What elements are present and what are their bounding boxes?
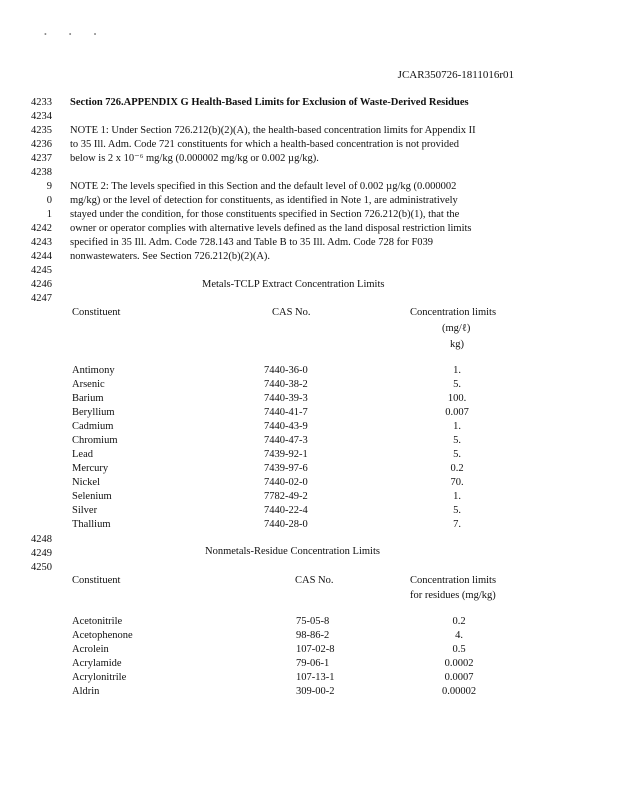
note-line: stayed under the condition, for those constituents specified in Section 726.212(b)(1), that the [70,209,460,220]
constituent-cell: Nickel [72,477,100,488]
limit-cell: 5. [453,449,461,460]
limit-cell: 1. [453,365,461,376]
line-number: 4236 [31,139,52,150]
constituent-cell: Acetophenone [72,630,133,641]
cas-cell: 79-06-1 [296,658,330,669]
constituent-cell: Mercury [72,463,109,474]
limit-cell: 70. [450,477,464,488]
cas-cell: 7440-28-0 [264,519,308,530]
cas-cell: 7440-22-4 [264,505,308,516]
constituent-cell: Antimony [72,365,115,376]
document-id: JCAR350726-1811016r01 [397,69,514,81]
note-line: mg/kg) or the level of detection for constituents, as identified in Note 1, are administratively [70,195,458,206]
limit-cell: 1. [453,491,461,502]
cas-cell: 7440-36-0 [264,365,308,376]
cas-cell: 107-13-1 [296,672,335,683]
line-number: 4248 [31,534,52,545]
limit-cell: 0.5 [452,644,466,655]
note-line: NOTE 1: Under Section 726.212(b)(2)(A), the health-based concentration limits for Appendix II [70,125,476,136]
cas-cell: 7440-43-9 [264,421,308,432]
limit-cell: 0.007 [445,407,469,418]
line-number: 4249 [31,548,52,559]
cas-cell: 7440-38-2 [264,379,308,390]
line-number: 4237 [31,153,52,164]
note-line: below is 2 x 10⁻⁶ mg/kg (0.000002 mg/kg or 0.002 µg/kg). [70,153,319,164]
column-header: CAS No. [272,307,311,318]
constituent-cell: Acrylonitrile [72,672,127,683]
limit-cell: 7. [453,519,461,530]
note-line: to 35 Ill. Adm. Code 721 constituents for which a health-based concentration is not provided [70,139,460,150]
note-line: nonwastewaters. See Section 726.212(b)(2)(A). [70,251,271,262]
limit-cell: 0.0007 [444,672,474,683]
cas-cell: 7782-49-2 [264,491,308,502]
constituent-cell: Cadmium [72,421,114,432]
line-number: 1 [46,209,52,220]
cas-cell: 7440-39-3 [264,393,308,404]
column-header: Constituent [72,575,121,586]
line-number: 4234 [31,111,52,122]
constituent-cell: Acrolein [72,644,109,655]
line-number: 9 [46,181,52,192]
line-number: 4235 [31,125,52,136]
constituent-cell: Arsenic [72,379,105,390]
note-line: owner or operator complies with alternative levels defined as the land disposal restriction limits [70,223,472,234]
constituent-cell: Aldrin [72,686,100,697]
cas-cell: 7439-92-1 [264,449,308,460]
limit-cell: 0.00002 [441,686,477,697]
cas-cell: 7439-97-6 [264,463,308,474]
column-header: CAS No. [295,575,334,586]
scan-marks: • • • [44,30,107,39]
line-number: 4245 [31,265,52,276]
note-line: NOTE 2: The levels specified in this Section and the default level of 0.002 µg/kg (0.000002 [70,181,457,192]
limit-cell: 1. [453,421,461,432]
limit-cell: 100. [447,393,467,404]
column-header: Concentration limits [410,575,497,586]
constituent-cell: Acrylamide [72,658,122,669]
column-header: for residues (mg/kg) [410,590,496,601]
constituent-cell: Acetonitrile [72,616,123,627]
constituent-cell: Lead [72,449,93,460]
limit-cell: 0.2 [452,616,466,627]
line-number: 4238 [31,167,52,178]
constituent-cell: Selenium [72,491,112,502]
section-title: Section 726.APPENDIX G Health-Based Limits for Exclusion of Waste-Derived Residues [70,97,469,108]
line-number: 4246 [31,279,52,290]
limit-cell: 0.0002 [444,658,474,669]
constituent-cell: Thallium [72,519,111,530]
line-number: 4243 [31,237,52,248]
cas-cell: 75-05-8 [296,616,330,627]
line-number: 0 [46,195,52,206]
constituent-cell: Chromium [72,435,118,446]
line-number: 4250 [31,562,52,573]
constituent-cell: Beryllium [72,407,115,418]
constituent-cell: Barium [72,393,104,404]
constituent-cell: Silver [72,505,98,516]
limit-cell: 5. [453,435,461,446]
cas-cell: 7440-02-0 [264,477,308,488]
column-header: Constituent [72,307,121,318]
table-title: Metals-TCLP Extract Concentration Limits [202,279,385,290]
limit-cell: 5. [453,379,461,390]
line-number: 4244 [31,251,52,262]
cas-cell: 309-00-2 [296,686,335,697]
cas-cell: 107-02-8 [296,644,335,655]
limit-cell: 0.2 [450,463,464,474]
column-header: Concentration limits [410,307,497,318]
cas-cell: 98-86-2 [296,630,330,641]
cas-cell: 7440-47-3 [264,435,308,446]
column-header: kg) [450,339,464,350]
note-line: specified in 35 Ill. Adm. Code 728.143 and Table B to 35 Ill. Adm. Code 728 for F039 [70,237,434,248]
cas-cell: 7440-41-7 [264,407,308,418]
line-number: 4233 [31,97,52,108]
line-number: 4247 [31,293,52,304]
column-header: (mg/ℓ) [442,323,471,334]
limit-cell: 5. [453,505,461,516]
table-title: Nonmetals-Residue Concentration Limits [205,546,380,557]
limit-cell: 4. [455,630,463,641]
line-number: 4242 [31,223,52,234]
